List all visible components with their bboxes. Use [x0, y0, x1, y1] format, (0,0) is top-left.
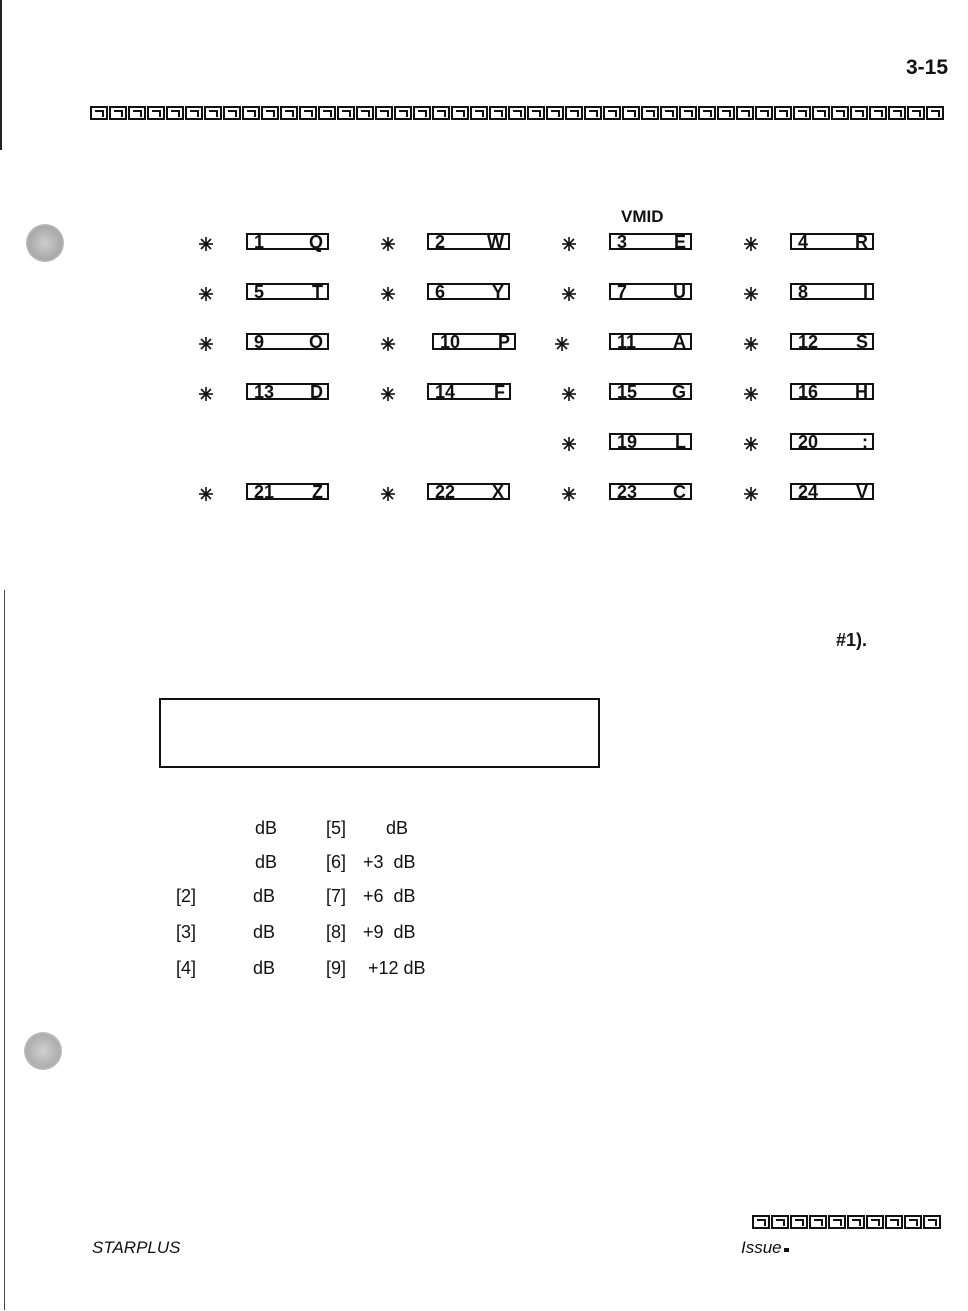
left-margin-rule: [0, 0, 2, 150]
greek-key-motif-icon: [90, 106, 108, 120]
led-star-icon: [378, 482, 398, 506]
hole-punch-mark-icon: [24, 1032, 62, 1070]
led-star-icon: [378, 382, 398, 406]
db-option-unit: +3 dB: [363, 852, 416, 872]
led-star-icon: [196, 332, 216, 356]
key-1-q[interactable]: 1 Q: [246, 233, 329, 250]
greek-key-motif-icon: [470, 106, 488, 120]
led-star-icon: [559, 232, 579, 256]
db-option-unit: +6 dB: [363, 886, 416, 906]
key-12-s[interactable]: 12 S: [790, 333, 874, 350]
key-15-g[interactable]: 15 G: [609, 383, 692, 400]
db-option-unit: dB: [253, 958, 276, 978]
greek-key-motif-icon: [869, 106, 887, 120]
key-14-f[interactable]: 14 F: [427, 383, 511, 400]
greek-key-motif-icon: [755, 106, 773, 120]
key-6-y[interactable]: 6 Y: [427, 283, 510, 300]
greek-key-motif-icon: [451, 106, 469, 120]
greek-key-motif-icon: [812, 106, 830, 120]
led-star-icon: [741, 232, 761, 256]
led-star-icon: [196, 282, 216, 306]
greek-key-motif-icon: [847, 1215, 865, 1229]
footer-bullet-icon: [784, 1248, 789, 1252]
led-star-icon: [559, 282, 579, 306]
greek-key-motif-icon: [565, 106, 583, 120]
hole-punch-mark-icon: [26, 224, 64, 262]
greek-key-motif-icon: [337, 106, 355, 120]
db-option-unit: dB: [255, 818, 278, 838]
key-3-e[interactable]: 3 E: [609, 233, 692, 250]
db-option-unit: dB: [386, 818, 409, 838]
key-10-p[interactable]: 10 P: [432, 333, 516, 350]
greek-key-motif-icon: [774, 106, 792, 120]
greek-key-motif-icon: [831, 106, 849, 120]
greek-key-motif-icon: [489, 106, 507, 120]
greek-key-motif-icon: [790, 1215, 808, 1229]
db-option-index: [2]: [176, 886, 197, 906]
greek-key-motif-icon: [752, 1215, 770, 1229]
led-star-icon: [559, 432, 579, 456]
greek-key-motif-icon: [299, 106, 317, 120]
greek-key-motif-icon: [413, 106, 431, 120]
led-star-icon: [741, 382, 761, 406]
vmid-label: VMID: [621, 207, 664, 226]
greek-key-motif-icon: [109, 106, 127, 120]
left-margin-rule-lower: [4, 590, 5, 1310]
key-24-v[interactable]: 24 V: [790, 483, 874, 500]
page-number: 3-15: [906, 56, 949, 79]
greek-key-motif-icon: [622, 106, 640, 120]
led-star-icon: [378, 282, 398, 306]
hash-note: #1).: [836, 630, 868, 650]
greek-key-motif-icon: [280, 106, 298, 120]
greek-key-motif-icon: [223, 106, 241, 120]
greek-key-motif-icon: [147, 106, 165, 120]
greek-key-motif-icon: [771, 1215, 789, 1229]
greek-key-motif-icon: [508, 106, 526, 120]
greek-key-motif-icon: [828, 1215, 846, 1229]
key-19-l[interactable]: 19 L: [609, 433, 692, 450]
key-7-u[interactable]: 7 U: [609, 283, 692, 300]
led-star-icon: [378, 232, 398, 256]
key-20-colon[interactable]: 20 :: [790, 433, 874, 450]
db-option-index: [5]: [326, 818, 347, 838]
greek-key-border-top: [90, 106, 958, 122]
key-2-w[interactable]: 2 W: [427, 233, 510, 250]
key-21-z[interactable]: 21 Z: [246, 483, 329, 500]
led-star-icon: [378, 332, 398, 356]
key-13-d[interactable]: 13 D: [246, 383, 329, 400]
greek-key-motif-icon: [546, 106, 564, 120]
key-8-i[interactable]: 8 I: [790, 283, 874, 300]
greek-key-motif-icon: [793, 106, 811, 120]
key-5-t[interactable]: 5 T: [246, 283, 329, 300]
greek-key-motif-icon: [242, 106, 260, 120]
led-star-icon: [741, 432, 761, 456]
db-option-unit: dB: [253, 922, 276, 942]
led-star-icon: [559, 382, 579, 406]
db-option-unit: dB: [253, 886, 276, 906]
footer-issue: Issue: [741, 1238, 782, 1257]
greek-key-motif-icon: [356, 106, 374, 120]
greek-key-motif-icon: [641, 106, 659, 120]
greek-key-motif-icon: [527, 106, 545, 120]
greek-key-motif-icon: [261, 106, 279, 120]
display-box: [159, 698, 600, 768]
db-option-index: [6]: [326, 852, 347, 872]
footer-product-name: STARPLUS: [92, 1238, 181, 1257]
greek-key-motif-icon: [318, 106, 336, 120]
db-option-unit: +9 dB: [363, 922, 416, 942]
led-star-icon: [196, 232, 216, 256]
greek-key-motif-icon: [866, 1215, 884, 1229]
greek-key-motif-icon: [128, 106, 146, 120]
greek-key-motif-icon: [584, 106, 602, 120]
greek-key-motif-icon: [923, 1215, 941, 1229]
key-4-r[interactable]: 4 R: [790, 233, 874, 250]
greek-key-motif-icon: [888, 106, 906, 120]
greek-key-motif-icon: [885, 1215, 903, 1229]
greek-key-motif-icon: [603, 106, 621, 120]
led-star-icon: [741, 282, 761, 306]
db-option-index: [9]: [326, 958, 347, 978]
greek-key-motif-icon: [185, 106, 203, 120]
led-star-icon: [552, 332, 572, 356]
db-option-unit: +12 dB: [368, 958, 426, 978]
greek-key-motif-icon: [717, 106, 735, 120]
db-option-index: [4]: [176, 958, 197, 978]
greek-key-motif-icon: [375, 106, 393, 120]
greek-key-motif-icon: [698, 106, 716, 120]
greek-key-motif-icon: [926, 106, 944, 120]
key-16-h[interactable]: 16 H: [790, 383, 874, 400]
db-option-index: [3]: [176, 922, 197, 942]
greek-key-motif-icon: [204, 106, 222, 120]
greek-key-motif-icon: [736, 106, 754, 120]
led-star-icon: [559, 482, 579, 506]
key-22-x[interactable]: 22 X: [427, 483, 510, 500]
greek-key-motif-icon: [679, 106, 697, 120]
key-11-a[interactable]: 11 A: [609, 333, 692, 350]
greek-key-motif-icon: [907, 106, 925, 120]
db-option-index: [7]: [326, 886, 347, 906]
led-star-icon: [741, 332, 761, 356]
greek-key-motif-icon: [850, 106, 868, 120]
led-star-icon: [196, 382, 216, 406]
greek-key-motif-icon: [394, 106, 412, 120]
led-star-icon: [741, 482, 761, 506]
key-9-o[interactable]: 9 O: [246, 333, 329, 350]
greek-key-border-bottom: [752, 1215, 958, 1231]
key-23-c[interactable]: 23 C: [609, 483, 692, 500]
greek-key-motif-icon: [660, 106, 678, 120]
greek-key-motif-icon: [166, 106, 184, 120]
greek-key-motif-icon: [809, 1215, 827, 1229]
led-star-icon: [196, 482, 216, 506]
greek-key-motif-icon: [904, 1215, 922, 1229]
db-option-unit: dB: [255, 852, 278, 872]
db-option-index: [8]: [326, 922, 347, 942]
greek-key-motif-icon: [432, 106, 450, 120]
